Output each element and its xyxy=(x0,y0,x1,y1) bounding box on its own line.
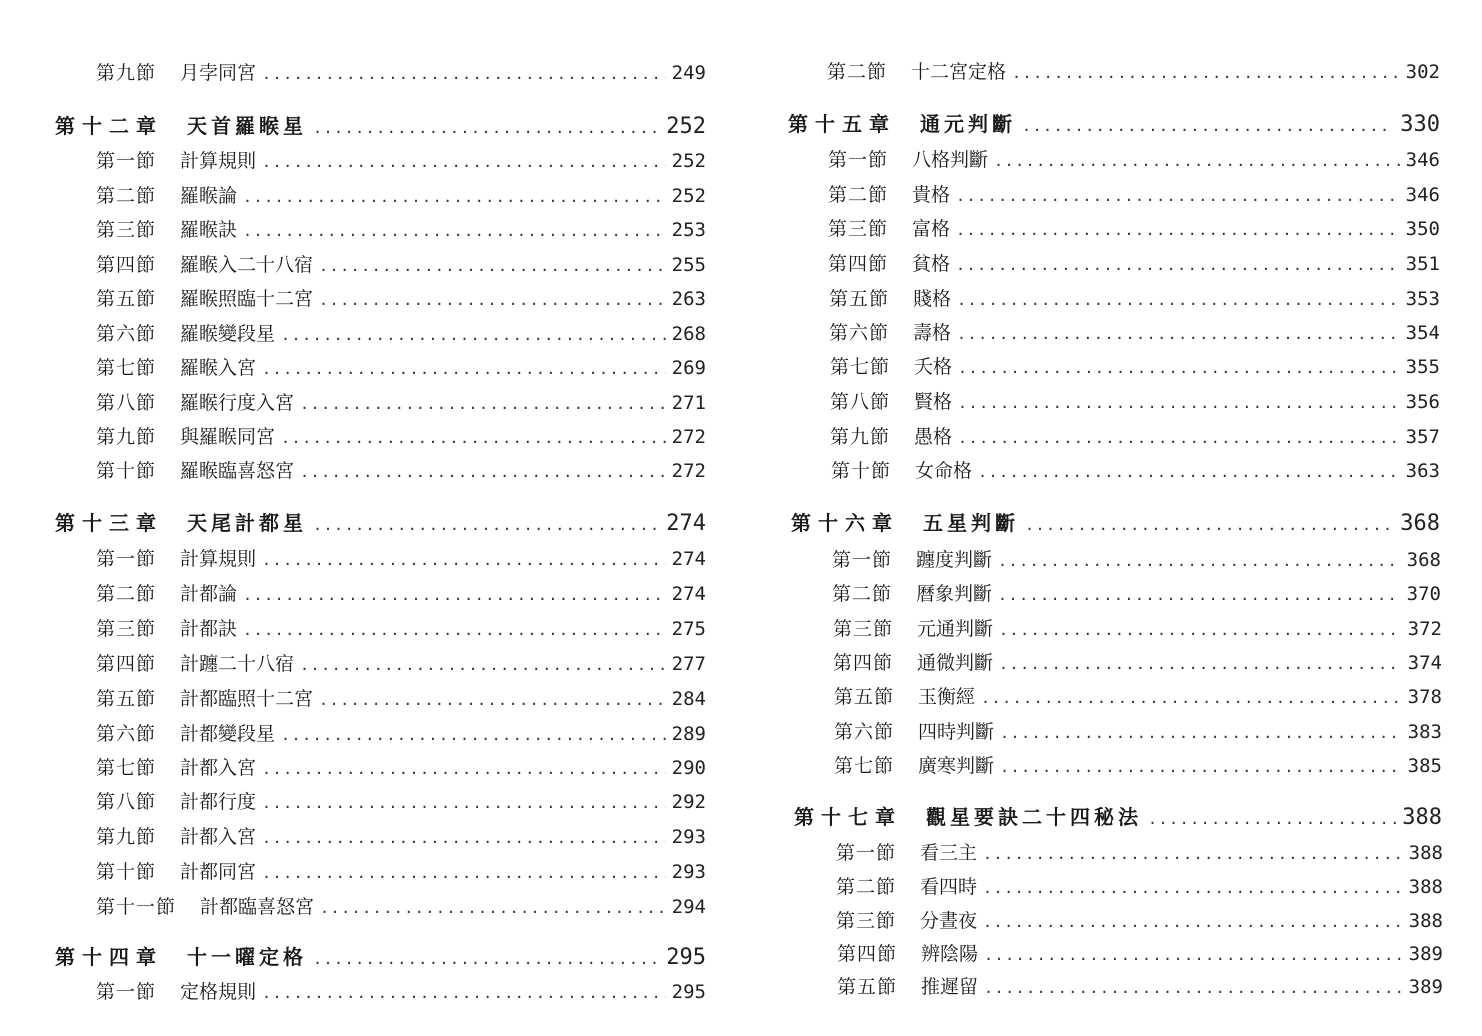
entry-title: 計都臨照十二宮 xyxy=(180,688,314,710)
toc-entry xyxy=(96,822,706,850)
entry-page: 293 xyxy=(671,826,706,848)
entry-page: 263 xyxy=(671,288,706,310)
toc-entry xyxy=(837,939,1443,967)
dot-leader xyxy=(999,655,1402,673)
entry-page: 356 xyxy=(1405,391,1440,413)
chapter-number: 第十五章 xyxy=(788,112,896,136)
toc-entry xyxy=(832,545,1441,573)
chapter-page: 330 xyxy=(1400,112,1440,137)
dot-leader xyxy=(300,656,666,674)
entry-title: 計都論 xyxy=(180,583,238,605)
chapter-number: 第十六章 xyxy=(791,511,899,535)
dot-leader xyxy=(262,984,666,1002)
entry-number: 第四節 xyxy=(828,253,889,275)
entry-page: 268 xyxy=(671,323,706,345)
entry-page: 284 xyxy=(671,688,706,710)
dot-leader xyxy=(958,394,1400,412)
entry-title: 玉衡經 xyxy=(918,686,976,708)
dot-leader xyxy=(957,325,1400,343)
dot-leader xyxy=(281,726,666,744)
entry-title: 羅睺訣 xyxy=(180,219,238,241)
entry-title: 羅睺入二十八宿 xyxy=(180,254,314,276)
toc-entry xyxy=(828,145,1440,173)
entry-number: 第四節 xyxy=(833,652,894,674)
dot-leader xyxy=(1148,810,1396,828)
chapter-page: 295 xyxy=(666,945,706,970)
entry-page: 385 xyxy=(1407,755,1442,777)
entry-number: 第六節 xyxy=(96,323,157,345)
toc-entry xyxy=(828,180,1440,208)
toc-entry xyxy=(829,284,1440,312)
dot-leader xyxy=(1012,64,1400,82)
toc-entry xyxy=(834,751,1442,779)
entry-title: 曆象判斷 xyxy=(916,583,993,605)
dot-leader xyxy=(243,222,666,240)
entry-page: 351 xyxy=(1405,253,1440,275)
entry-number: 第二節 xyxy=(96,185,157,207)
entry-number: 第十一節 xyxy=(96,896,177,918)
toc-entry xyxy=(96,977,706,1005)
entry-title: 廣寒判斷 xyxy=(918,755,995,777)
entry-title: 賤格 xyxy=(913,288,952,310)
entry-page: 372 xyxy=(1407,618,1442,640)
entry-page: 389 xyxy=(1408,943,1443,965)
dot-leader xyxy=(956,256,1400,274)
entry-number: 第三節 xyxy=(833,618,894,640)
entry-title: 女命格 xyxy=(915,460,973,482)
entry-page: 383 xyxy=(1407,721,1442,743)
toc-entry xyxy=(836,906,1443,934)
toc-entry xyxy=(833,648,1442,676)
entry-page: 274 xyxy=(671,583,706,605)
toc-chapter xyxy=(55,507,706,535)
entry-title: 羅睺論 xyxy=(180,185,238,207)
entry-number: 第一節 xyxy=(96,548,157,570)
chapter-number: 第十四章 xyxy=(55,945,163,969)
entry-number: 第八節 xyxy=(96,791,157,813)
toc-entry xyxy=(96,422,706,450)
toc-entry xyxy=(833,614,1442,642)
toc-entry xyxy=(96,857,706,885)
entry-number: 第七節 xyxy=(834,755,895,777)
dot-leader xyxy=(313,516,660,534)
entry-page: 294 xyxy=(671,896,706,918)
entry-number: 第六節 xyxy=(829,322,890,344)
entry-title: 看三主 xyxy=(920,842,978,864)
entry-title: 計算規則 xyxy=(180,548,257,570)
entry-number: 第一節 xyxy=(832,549,893,571)
toc-entry xyxy=(96,58,706,86)
entry-page: 290 xyxy=(671,757,706,779)
chapter-number: 第十二章 xyxy=(55,114,163,138)
entry-page: 255 xyxy=(671,254,706,276)
entry-number: 第五節 xyxy=(837,976,898,998)
dot-leader xyxy=(262,829,666,847)
entry-number: 第九節 xyxy=(96,62,157,84)
toc-entry xyxy=(828,249,1440,277)
entry-title: 八格判斷 xyxy=(912,149,989,171)
entry-page: 388 xyxy=(1408,910,1443,932)
toc-entry xyxy=(96,719,706,747)
chapter-page: 274 xyxy=(666,511,706,536)
dot-leader xyxy=(313,119,660,137)
dot-leader xyxy=(1000,758,1402,776)
toc-entry xyxy=(96,649,706,677)
entry-page: 346 xyxy=(1405,184,1440,206)
toc-entry xyxy=(96,353,706,381)
dot-leader xyxy=(300,395,666,413)
toc-entry xyxy=(829,318,1440,346)
entry-title: 與羅睺同宮 xyxy=(180,426,276,448)
entry-title: 富格 xyxy=(912,218,951,240)
entry-title: 通微判斷 xyxy=(917,652,994,674)
entry-page: 302 xyxy=(1405,61,1440,83)
entry-title: 十二宮定格 xyxy=(911,61,1007,83)
entry-number: 第九節 xyxy=(830,426,891,448)
dot-leader xyxy=(319,691,666,709)
entry-title: 月孛同宮 xyxy=(180,62,257,84)
dot-leader xyxy=(319,291,666,309)
chapter-title: 天首羅睺星 xyxy=(187,114,307,138)
dot-leader xyxy=(1000,724,1402,742)
dot-leader xyxy=(262,794,666,812)
toc-entry xyxy=(828,214,1440,242)
entry-title: 辨陰陽 xyxy=(921,943,979,965)
dot-leader xyxy=(243,621,666,639)
toc-entry xyxy=(832,579,1441,607)
toc-entry xyxy=(96,215,706,243)
entry-number: 第五節 xyxy=(96,288,157,310)
toc-entry xyxy=(96,544,706,572)
entry-title: 躔度判斷 xyxy=(916,549,993,571)
entry-number: 第九節 xyxy=(96,426,157,448)
toc-entry xyxy=(96,284,706,312)
dot-leader xyxy=(262,153,666,171)
toc-entry xyxy=(96,787,706,815)
entry-number: 第五節 xyxy=(834,686,895,708)
entry-page: 249 xyxy=(671,62,706,84)
entry-title: 分晝夜 xyxy=(920,910,978,932)
entry-title: 愚格 xyxy=(914,426,953,448)
dot-leader xyxy=(956,221,1400,239)
entry-number: 第五節 xyxy=(829,288,890,310)
chapter-number: 第十七章 xyxy=(794,805,902,829)
toc-right-page xyxy=(741,0,1482,1036)
entry-page: 370 xyxy=(1406,583,1441,605)
toc-entry xyxy=(830,422,1440,450)
chapter-number: 第十三章 xyxy=(55,511,163,535)
dot-leader xyxy=(1025,516,1394,534)
entry-number: 第九節 xyxy=(96,826,157,848)
entry-number: 第三節 xyxy=(96,219,157,241)
dot-leader xyxy=(994,152,1400,170)
entry-number: 第四節 xyxy=(96,254,157,276)
entry-title: 賢格 xyxy=(914,391,953,413)
toc-chapter xyxy=(55,941,706,969)
entry-title: 貴格 xyxy=(912,184,951,206)
toc-entry xyxy=(830,387,1440,415)
dot-leader xyxy=(984,979,1403,997)
chapter-title: 五星判斷 xyxy=(923,511,1019,535)
dot-leader xyxy=(983,879,1403,897)
chapter-page: 368 xyxy=(1400,511,1440,536)
entry-number: 第十節 xyxy=(96,460,157,482)
entry-title: 計躔二十八宿 xyxy=(180,653,295,675)
entry-page: 295 xyxy=(671,981,706,1003)
entry-title: 計都行度 xyxy=(180,791,257,813)
dot-leader xyxy=(1022,117,1394,135)
entry-page: 293 xyxy=(671,861,706,883)
dot-leader xyxy=(998,552,1401,570)
toc-entry xyxy=(96,319,706,347)
entry-page: 389 xyxy=(1408,976,1443,998)
entry-title: 羅睺變段星 xyxy=(180,323,276,345)
entry-number: 第八節 xyxy=(830,391,891,413)
toc-chapter xyxy=(55,110,706,138)
toc-entry xyxy=(96,250,706,278)
entry-page: 388 xyxy=(1408,842,1443,864)
dot-leader xyxy=(983,845,1403,863)
chapter-title: 通元判斷 xyxy=(920,112,1016,136)
toc-entry xyxy=(96,146,706,174)
toc-chapter xyxy=(794,801,1442,829)
dot-leader xyxy=(958,429,1400,447)
entry-page: 357 xyxy=(1405,426,1440,448)
entry-page: 275 xyxy=(671,618,706,640)
dot-leader xyxy=(958,359,1400,377)
dot-leader xyxy=(300,463,666,481)
entry-page: 252 xyxy=(671,150,706,172)
entry-page: 346 xyxy=(1405,149,1440,171)
entry-page: 378 xyxy=(1407,686,1442,708)
entry-number: 第二節 xyxy=(827,61,888,83)
entry-page: 289 xyxy=(671,723,706,745)
dot-leader xyxy=(998,586,1401,604)
entry-number: 第七節 xyxy=(96,757,157,779)
entry-number: 第三節 xyxy=(828,218,889,240)
entry-number: 第五節 xyxy=(96,688,157,710)
entry-title: 元通判斷 xyxy=(917,618,994,640)
chapter-page: 252 xyxy=(666,114,706,139)
entry-title: 羅睺入宮 xyxy=(180,357,257,379)
entry-number: 第三節 xyxy=(96,618,157,640)
dot-leader xyxy=(984,946,1403,964)
toc-chapter xyxy=(791,507,1440,535)
entry-page: 272 xyxy=(671,426,706,448)
dot-leader xyxy=(983,913,1403,931)
toc-entry xyxy=(96,456,706,484)
dot-leader xyxy=(243,586,666,604)
entry-title: 計都訣 xyxy=(180,618,238,640)
dot-leader xyxy=(957,291,1400,309)
entry-page: 274 xyxy=(671,548,706,570)
entry-page: 272 xyxy=(671,460,706,482)
toc-entry xyxy=(831,456,1440,484)
toc-entry xyxy=(96,892,706,920)
toc-entry xyxy=(836,872,1443,900)
toc-chapter xyxy=(788,108,1440,136)
entry-title: 壽格 xyxy=(913,322,952,344)
entry-number: 第二節 xyxy=(832,583,893,605)
entry-title: 看四時 xyxy=(920,876,978,898)
entry-title: 貧格 xyxy=(912,253,951,275)
entry-page: 252 xyxy=(671,185,706,207)
entry-number: 第六節 xyxy=(834,721,895,743)
entry-number: 第一節 xyxy=(96,981,157,1003)
entry-title: 羅睺行度入宮 xyxy=(180,392,295,414)
entry-title: 計算規則 xyxy=(180,150,257,172)
dot-leader xyxy=(243,188,666,206)
entry-number: 第四節 xyxy=(96,653,157,675)
toc-entry xyxy=(96,579,706,607)
entry-title: 計都入宮 xyxy=(180,757,257,779)
chapter-title: 觀星要訣二十四秘法 xyxy=(926,805,1142,829)
dot-leader xyxy=(313,950,660,968)
toc-entry xyxy=(837,972,1443,1000)
entry-number: 第一節 xyxy=(828,149,889,171)
entry-title: 計都臨喜怒宮 xyxy=(200,896,315,918)
entry-number: 第二節 xyxy=(96,583,157,605)
entry-number: 第六節 xyxy=(96,723,157,745)
entry-page: 363 xyxy=(1405,460,1440,482)
entry-number: 第十節 xyxy=(96,861,157,883)
chapter-title: 天尾計都星 xyxy=(187,511,307,535)
toc-entry xyxy=(836,838,1443,866)
entry-number: 第二節 xyxy=(828,184,889,206)
dot-leader xyxy=(262,360,666,378)
entry-page: 350 xyxy=(1405,218,1440,240)
entry-number: 第二節 xyxy=(836,876,897,898)
entry-title: 計都變段星 xyxy=(180,723,276,745)
entry-title: 定格規則 xyxy=(180,981,257,1003)
toc-entry xyxy=(830,352,1440,380)
chapter-page: 388 xyxy=(1402,805,1442,830)
entry-number: 第七節 xyxy=(96,357,157,379)
dot-leader xyxy=(319,257,666,275)
toc-entry xyxy=(96,684,706,712)
entry-number: 第一節 xyxy=(836,842,897,864)
entry-title: 推遲留 xyxy=(921,976,979,998)
entry-number: 第一節 xyxy=(96,150,157,172)
dot-leader xyxy=(262,551,666,569)
entry-page: 292 xyxy=(671,791,706,813)
dot-leader xyxy=(281,326,666,344)
entry-page: 353 xyxy=(1405,288,1440,310)
entry-title: 計都同宮 xyxy=(180,861,257,883)
dot-leader xyxy=(262,65,666,83)
entry-page: 253 xyxy=(671,219,706,241)
entry-page: 271 xyxy=(671,392,706,414)
toc-entry xyxy=(827,57,1440,85)
toc-entry xyxy=(96,753,706,781)
dot-leader xyxy=(956,187,1400,205)
entry-page: 269 xyxy=(671,357,706,379)
entry-number: 第八節 xyxy=(96,392,157,414)
entry-title: 四時判斷 xyxy=(918,721,995,743)
entry-page: 354 xyxy=(1405,322,1440,344)
dot-leader xyxy=(981,689,1402,707)
dot-leader xyxy=(262,864,666,882)
entry-number: 第七節 xyxy=(830,356,891,378)
entry-number: 第四節 xyxy=(837,943,898,965)
toc-entry xyxy=(96,181,706,209)
toc-entry xyxy=(834,717,1442,745)
entry-page: 277 xyxy=(671,653,706,675)
entry-title: 夭格 xyxy=(914,356,953,378)
entry-title: 羅睺照臨十二宮 xyxy=(180,288,314,310)
dot-leader xyxy=(978,463,1400,481)
dot-leader xyxy=(281,429,666,447)
entry-title: 計都入宮 xyxy=(180,826,257,848)
entry-number: 第三節 xyxy=(836,910,897,932)
toc-entry xyxy=(834,682,1442,710)
toc-entry xyxy=(96,614,706,642)
chapter-title: 十一曜定格 xyxy=(187,945,307,969)
dot-leader xyxy=(320,899,666,917)
entry-page: 355 xyxy=(1405,356,1440,378)
entry-page: 374 xyxy=(1407,652,1442,674)
entry-page: 388 xyxy=(1408,876,1443,898)
entry-title: 羅睺臨喜怒宮 xyxy=(180,460,295,482)
dot-leader xyxy=(999,621,1402,639)
entry-page: 368 xyxy=(1406,549,1441,571)
dot-leader xyxy=(262,760,666,778)
toc-entry xyxy=(96,388,706,416)
entry-number: 第十節 xyxy=(831,460,892,482)
